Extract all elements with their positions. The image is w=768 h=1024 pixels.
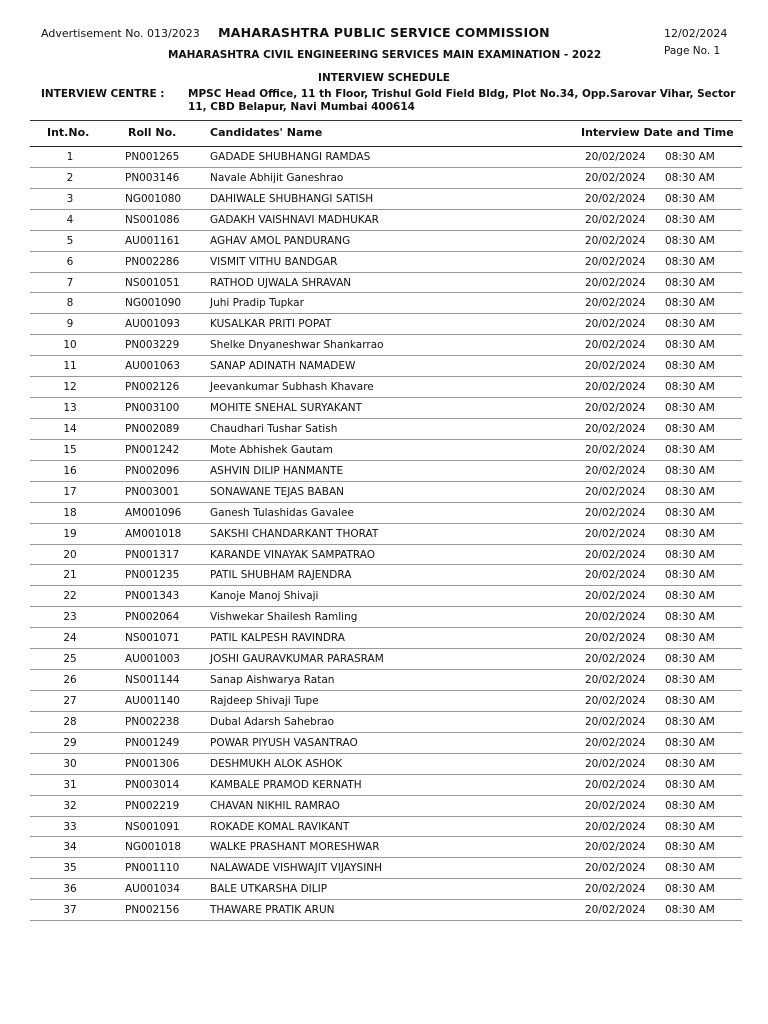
candidate-name-cell: Chaudhari Tushar Satish: [210, 422, 338, 435]
candidate-name-cell: Navale Abhijit Ganeshrao: [210, 171, 344, 184]
roll-no-cell: PN002286: [125, 255, 180, 268]
roll-no-cell: PN003146: [125, 171, 180, 184]
interview-time-cell: 08:30 AM: [665, 339, 715, 352]
int-no-cell: 29: [63, 736, 77, 749]
interview-date-cell: 20/02/2024: [585, 255, 646, 268]
int-no-cell: 31: [63, 778, 77, 791]
advertisement-number: Advertisement No. 013/2023: [41, 27, 200, 40]
int-no-cell: 23: [63, 611, 77, 624]
candidate-name-cell: Sanap Aishwarya Ratan: [210, 674, 335, 687]
interview-time-cell: 08:30 AM: [665, 715, 715, 728]
table-row: [30, 168, 742, 189]
candidate-name-cell: KAMBALE PRAMOD KERNATH: [210, 778, 362, 791]
interview-date-cell: 20/02/2024: [585, 778, 646, 791]
interview-date-cell: 20/02/2024: [585, 381, 646, 394]
roll-no-cell: PN001249: [125, 736, 180, 749]
table-row: [30, 377, 742, 398]
roll-no-cell: PN002219: [125, 799, 180, 812]
interview-time-cell: 08:30 AM: [665, 151, 715, 163]
roll-no-cell: PN001306: [125, 757, 180, 770]
int-no-cell: 4: [66, 213, 74, 226]
candidate-name-cell: AGHAV AMOL PANDURANG: [210, 234, 351, 247]
interview-time-cell: 08:30 AM: [665, 611, 715, 624]
table-row: [30, 900, 742, 921]
candidate-name-cell: Shelke Dnyaneshwar Shankarrao: [210, 339, 384, 352]
candidate-name-cell: DESHMUKH ALOK ASHOK: [210, 757, 343, 770]
candidate-name-cell: THAWARE PRATIK ARUN: [210, 904, 335, 917]
interview-time-cell: 08:30 AM: [665, 234, 715, 247]
roll-no-cell: PN001110: [125, 862, 180, 875]
int-no-cell: 7: [66, 276, 74, 289]
int-no-cell: 13: [63, 402, 77, 415]
interview-time-cell: 08:30 AM: [665, 402, 715, 415]
interview-date-cell: 20/02/2024: [585, 715, 646, 728]
interview-time-cell: 08:30 AM: [665, 318, 715, 331]
roll-no-cell: AM001096: [125, 506, 182, 519]
table-row: [30, 273, 742, 294]
roll-no-cell: PN001343: [125, 590, 180, 603]
table-row: [30, 796, 742, 817]
candidate-name-cell: ROKADE KOMAL RAVIKANT: [210, 820, 350, 833]
candidate-name-cell: Ganesh Tulashidas Gavalee: [210, 506, 354, 519]
interview-time-cell: 08:30 AM: [665, 381, 715, 394]
table-row: [30, 147, 742, 168]
column-header-candidate-name: Candidates' Name: [210, 126, 323, 139]
candidate-name-cell: POWAR PIYUSH VASANTRAO: [210, 736, 358, 749]
interview-date-cell: 20/02/2024: [585, 883, 646, 896]
interview-time-cell: 08:30 AM: [665, 757, 715, 770]
table-row: [30, 817, 742, 838]
int-no-cell: 21: [63, 569, 77, 582]
interview-date-cell: 20/02/2024: [585, 799, 646, 812]
table-row: [30, 189, 742, 210]
int-no-cell: 20: [63, 548, 77, 561]
roll-no-cell: PN001317: [125, 548, 180, 561]
table-row: [30, 775, 742, 796]
roll-no-cell: NS001086: [125, 213, 180, 226]
interview-time-cell: 08:30 AM: [665, 736, 715, 749]
interview-time-cell: 08:30 AM: [665, 255, 715, 268]
int-no-cell: 12: [63, 381, 77, 394]
interview-date-cell: 20/02/2024: [585, 862, 646, 875]
interview-date-cell: 20/02/2024: [585, 632, 646, 645]
candidate-name-cell: NALAWADE VISHWAJIT VIJAYSINH: [210, 862, 383, 875]
candidate-name-cell: WALKE PRASHANT MORESHWAR: [210, 841, 380, 854]
int-no-cell: 36: [63, 883, 77, 896]
int-no-cell: 24: [63, 632, 77, 645]
table-row: [30, 314, 742, 335]
roll-no-cell: NG001090: [125, 297, 182, 310]
interview-date-cell: 20/02/2024: [585, 548, 646, 561]
candidate-name-cell: Vishwekar Shailesh Ramling: [210, 611, 358, 624]
int-no-cell: 3: [66, 192, 74, 205]
table-row: [30, 356, 742, 377]
candidate-name-cell: MOHITE SNEHAL SURYAKANT: [210, 402, 363, 415]
column-header-interview-date-time: Interview Date and Time: [581, 126, 734, 139]
exam-title: MAHARASHTRA CIVIL ENGINEERING SERVICES MAIN EXAMINATION - 2022: [168, 49, 602, 61]
table-row: [30, 524, 742, 545]
candidate-name-cell: SANAP ADINATH NAMADEW: [210, 360, 356, 373]
table-row: [30, 503, 742, 524]
interview-date-cell: 20/02/2024: [585, 171, 646, 184]
interview-date-cell: 20/02/2024: [585, 422, 646, 435]
interview-time-cell: 08:30 AM: [665, 485, 715, 498]
column-header-roll-no: Roll No.: [128, 126, 177, 139]
candidate-name-cell: KARANDE VINAYAK SAMPATRAO: [210, 548, 376, 561]
interview-date-cell: 20/02/2024: [585, 464, 646, 477]
interview-date-cell: 20/02/2024: [585, 402, 646, 415]
candidate-name-cell: JOSHI GAURAVKUMAR PARASRAM: [210, 653, 384, 666]
interview-date-cell: 20/02/2024: [585, 653, 646, 666]
candidate-name-cell: SAKSHI CHANDARKANT THORAT: [210, 527, 379, 540]
document-date: 12/02/2024: [664, 27, 728, 40]
interview-date-cell: 20/02/2024: [585, 569, 646, 582]
interview-date-cell: 20/02/2024: [585, 192, 646, 205]
table-row: [30, 461, 742, 482]
candidate-name-cell: ASHVIN DILIP HANMANTE: [210, 464, 344, 477]
table-row: [30, 754, 742, 775]
table-row: [30, 712, 742, 733]
candidate-name-cell: Kanoje Manoj Shivaji: [210, 590, 319, 603]
interview-time-cell: 08:30 AM: [665, 799, 715, 812]
int-no-cell: 19: [63, 527, 77, 540]
interview-date-cell: 20/02/2024: [585, 297, 646, 310]
int-no-cell: 14: [63, 422, 77, 435]
candidate-name-cell: RATHOD UJWALA SHRAVAN: [210, 276, 352, 289]
roll-no-cell: NS001091: [125, 820, 180, 833]
interview-time-cell: 08:30 AM: [665, 694, 715, 707]
int-no-cell: 33: [63, 820, 77, 833]
candidate-name-cell: DAHIWALE SHUBHANGI SATISH: [210, 192, 374, 205]
interview-date-cell: 20/02/2024: [585, 904, 646, 917]
interview-time-cell: 08:30 AM: [665, 464, 715, 477]
table-row: [30, 586, 742, 607]
roll-no-cell: AU001063: [125, 360, 180, 373]
interview-date-cell: 20/02/2024: [585, 443, 646, 456]
table-row: [30, 733, 742, 754]
roll-no-cell: NS001071: [125, 632, 180, 645]
table-row: [30, 670, 742, 691]
int-no-cell: 35: [63, 862, 77, 875]
roll-no-cell: PN001242: [125, 443, 180, 456]
interview-date-cell: 20/02/2024: [585, 213, 646, 226]
interview-time-cell: 08:30 AM: [665, 841, 715, 854]
int-no-cell: 16: [63, 464, 77, 477]
candidate-name-cell: Dubal Adarsh Sahebrao: [210, 715, 335, 728]
interview-time-cell: 08:30 AM: [665, 883, 715, 896]
int-no-cell: 2: [66, 171, 74, 184]
table-row: [30, 210, 742, 231]
interview-date-cell: 20/02/2024: [585, 234, 646, 247]
table-row: [30, 649, 742, 670]
roll-no-cell: AM001018: [125, 527, 182, 540]
roll-no-cell: NG001018: [125, 841, 182, 854]
interview-date-cell: 20/02/2024: [585, 527, 646, 540]
int-no-cell: 9: [66, 318, 74, 331]
interview-time-cell: 08:30 AM: [665, 632, 715, 645]
candidate-name-cell: GADAKH VAISHNAVI MADHUKAR: [210, 213, 379, 226]
interview-date-cell: 20/02/2024: [585, 318, 646, 331]
interview-centre-address: MPSC Head Office, 11 th Floor, Trishul Gold Field Bldg, Plot No.34, Opp.Sarovar Vihar, Sector 11, CBD Belapur, Navi Mumbai 400614: [188, 88, 736, 113]
interview-time-cell: 08:30 AM: [665, 506, 715, 519]
interview-time-cell: 08:30 AM: [665, 569, 715, 582]
int-no-cell: 18: [63, 506, 77, 519]
interview-time-cell: 08:30 AM: [665, 297, 715, 310]
table-row: [30, 607, 742, 628]
candidate-name-cell: Jeevankumar Subhash Khavare: [210, 381, 374, 394]
interview-time-cell: 08:30 AM: [665, 862, 715, 875]
int-no-cell: 26: [63, 674, 77, 687]
column-header-int-no: Int.No.: [47, 126, 90, 139]
interview-date-cell: 20/02/2024: [585, 485, 646, 498]
candidate-name-cell: PATIL KALPESH RAVINDRA: [210, 632, 345, 645]
roll-no-cell: NS001144: [125, 674, 180, 687]
int-no-cell: 5: [66, 234, 74, 247]
interview-date-cell: 20/02/2024: [585, 841, 646, 854]
table-header-top-rule: [30, 120, 742, 121]
interview-date-cell: 20/02/2024: [585, 757, 646, 770]
interview-time-cell: 08:30 AM: [665, 590, 715, 603]
interview-time-cell: 08:30 AM: [665, 820, 715, 833]
roll-no-cell: PN001265: [125, 151, 180, 163]
interview-date-cell: 20/02/2024: [585, 694, 646, 707]
roll-no-cell: PN003100: [125, 402, 180, 415]
candidate-name-cell: Rajdeep Shivaji Tupe: [210, 694, 319, 707]
table-row: [30, 565, 742, 586]
interview-time-cell: 08:30 AM: [665, 548, 715, 561]
candidate-name-cell: PATIL SHUBHAM RAJENDRA: [210, 569, 352, 582]
candidate-name-cell: Mote Abhishek Gautam: [210, 443, 333, 456]
candidate-name-cell: GADADE SHUBHANGI RAMDAS: [210, 151, 371, 163]
table-row: [30, 293, 742, 314]
candidate-name-cell: Juhi Pradip Tupkar: [210, 297, 304, 310]
interview-schedule-table: [30, 147, 742, 921]
interview-date-cell: 20/02/2024: [585, 590, 646, 603]
interview-time-cell: 08:30 AM: [665, 422, 715, 435]
interview-date-cell: 20/02/2024: [585, 276, 646, 289]
table-row: [30, 691, 742, 712]
roll-no-cell: NS001051: [125, 276, 180, 289]
roll-no-cell: NG001080: [125, 192, 182, 205]
interview-time-cell: 08:30 AM: [665, 171, 715, 184]
int-no-cell: 22: [63, 590, 77, 603]
int-no-cell: 8: [66, 297, 74, 310]
interview-time-cell: 08:30 AM: [665, 778, 715, 791]
int-no-cell: 6: [66, 255, 74, 268]
int-no-cell: 25: [63, 653, 77, 666]
roll-no-cell: PN002064: [125, 611, 180, 624]
int-no-cell: 28: [63, 715, 77, 728]
roll-no-cell: AU001161: [125, 234, 180, 247]
interview-date-cell: 20/02/2024: [585, 820, 646, 833]
table-row: [30, 628, 742, 649]
int-no-cell: 17: [63, 485, 77, 498]
candidate-name-cell: SONAWANE TEJAS BABAN: [210, 485, 344, 498]
table-row: [30, 231, 742, 252]
table-row: [30, 252, 742, 273]
interview-time-cell: 08:30 AM: [665, 192, 715, 205]
roll-no-cell: AU001093: [125, 318, 180, 331]
table-row: [30, 419, 742, 440]
roll-no-cell: AU001140: [125, 694, 180, 707]
roll-no-cell: PN003001: [125, 485, 180, 498]
table-row: [30, 482, 742, 503]
roll-no-cell: PN002096: [125, 464, 180, 477]
interview-date-cell: 20/02/2024: [585, 339, 646, 352]
candidate-name-cell: CHAVAN NIKHIL RAMRAO: [210, 799, 340, 812]
roll-no-cell: AU001034: [125, 883, 180, 896]
interview-date-cell: 20/02/2024: [585, 674, 646, 687]
interview-date-cell: 20/02/2024: [585, 151, 646, 163]
int-no-cell: 37: [63, 904, 77, 917]
interview-time-cell: 08:30 AM: [665, 443, 715, 456]
interview-time-cell: 08:30 AM: [665, 527, 715, 540]
int-no-cell: 34: [63, 841, 77, 854]
int-no-cell: 1: [66, 151, 74, 163]
int-no-cell: 10: [63, 339, 77, 352]
interview-centre-label: INTERVIEW CENTRE :: [41, 88, 165, 100]
page-number: Page No. 1: [664, 45, 721, 57]
int-no-cell: 15: [63, 443, 77, 456]
interview-time-cell: 08:30 AM: [665, 653, 715, 666]
int-no-cell: 27: [63, 694, 77, 707]
interview-time-cell: 08:30 AM: [665, 674, 715, 687]
int-no-cell: 32: [63, 799, 77, 812]
interview-time-cell: 08:30 AM: [665, 904, 715, 917]
table-row: [30, 837, 742, 858]
candidate-name-cell: VISMIT VITHU BANDGAR: [210, 255, 338, 268]
table-row: [30, 545, 742, 566]
table-row: [30, 440, 742, 461]
candidate-name-cell: BALE UTKARSHA DILIP: [210, 883, 328, 896]
roll-no-cell: PN003014: [125, 778, 180, 791]
interview-date-cell: 20/02/2024: [585, 736, 646, 749]
table-row: [30, 335, 742, 356]
roll-no-cell: PN002089: [125, 422, 180, 435]
int-no-cell: 30: [63, 757, 77, 770]
roll-no-cell: AU001003: [125, 653, 180, 666]
interview-time-cell: 08:30 AM: [665, 360, 715, 373]
table-row: [30, 858, 742, 879]
roll-no-cell: PN002156: [125, 904, 180, 917]
candidate-name-cell: KUSALKAR PRITI POPAT: [210, 318, 332, 331]
roll-no-cell: PN002126: [125, 381, 180, 394]
interview-date-cell: 20/02/2024: [585, 506, 646, 519]
interview-time-cell: 08:30 AM: [665, 276, 715, 289]
roll-no-cell: PN003229: [125, 339, 180, 352]
int-no-cell: 11: [63, 360, 77, 373]
roll-no-cell: PN002238: [125, 715, 180, 728]
interview-date-cell: 20/02/2024: [585, 611, 646, 624]
commission-title: MAHARASHTRA PUBLIC SERVICE COMMISSION: [218, 25, 550, 40]
schedule-title: INTERVIEW SCHEDULE: [318, 72, 450, 84]
interview-date-cell: 20/02/2024: [585, 360, 646, 373]
interview-time-cell: 08:30 AM: [665, 213, 715, 226]
table-row: [30, 879, 742, 900]
roll-no-cell: PN001235: [125, 569, 180, 582]
table-row: [30, 398, 742, 419]
